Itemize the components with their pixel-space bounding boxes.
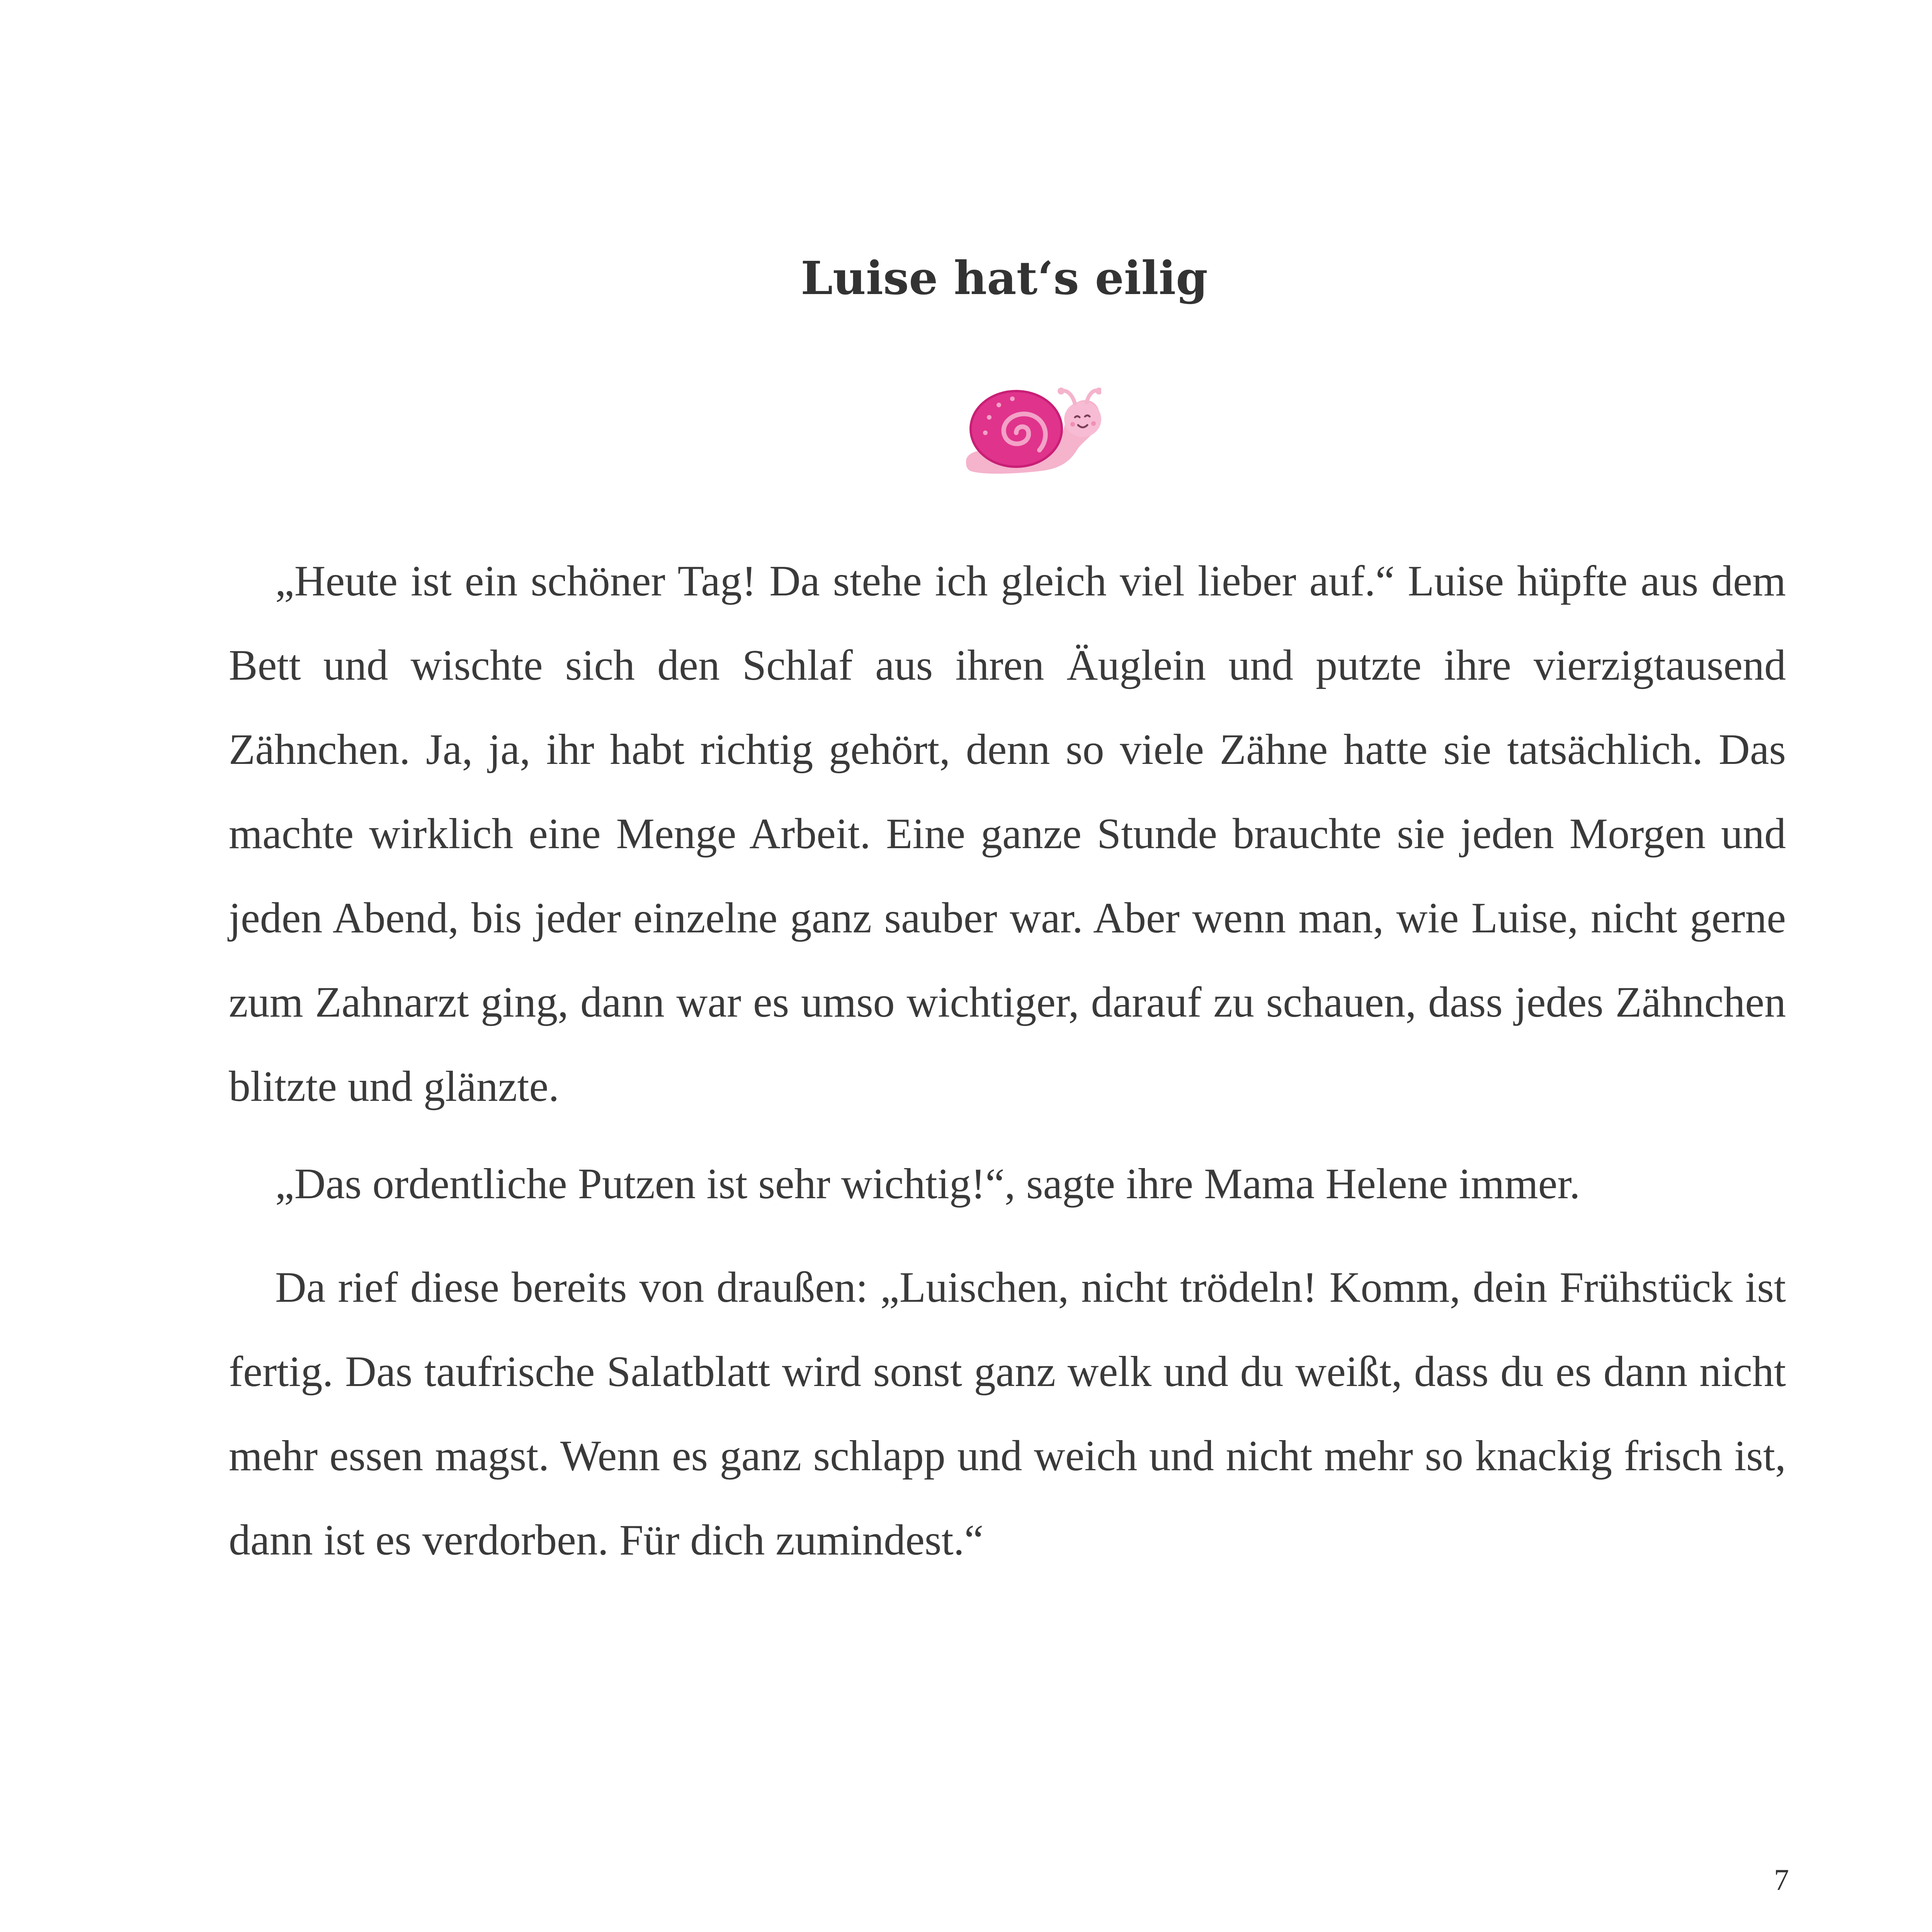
paragraph: „Heute ist ein schöner Tag! Da stehe ich gleich viel lieber auf.“ Luise hüpfte aus dem Bett und wischte sich den Schlaf aus ihren Äuglein und putzte ihre vierzigtausend Zähnchen. Ja, ja, ihr habt richtig gehört, denn so viele Zähne hatte sie tatsächlich. Das machte wirklich eine Menge Arbeit. Eine ganze Stunde brauchte sie jeden Morgen und jeden Abend, bis jeder einzelne ganz sauber war. Aber wenn man, wie Luise, nicht gerne zum Zahnarzt ging, dann war es umso wichtiger, darauf zu schauen, dass jedes Zähnchen blitzte und glänzte. (229, 557, 1786, 1111)
snail-icon (962, 375, 1101, 479)
paragraph: „Das ordentliche Putzen ist sehr wichtig!“, sagte ihre Mama Helene immer. (275, 1160, 1580, 1208)
story-text (229, 539, 1786, 1582)
chapter-title: Luise hat‘s eilig (801, 251, 1208, 305)
paragraph: Da rief diese bereits von draußen: „Luischen, nicht trödeln! Komm, dein Frühstück ist fertig. Das taufrische Salatblatt wird sonst ganz welk und du weißt, dass du es dann nicht mehr essen magst. Wenn es ganz schlapp und weich und nicht mehr so knackig frisch ist, dann ist es verdorben. Für dich zumindest.“ (229, 1264, 1786, 1564)
page-number: 7 (1774, 1863, 1789, 1896)
